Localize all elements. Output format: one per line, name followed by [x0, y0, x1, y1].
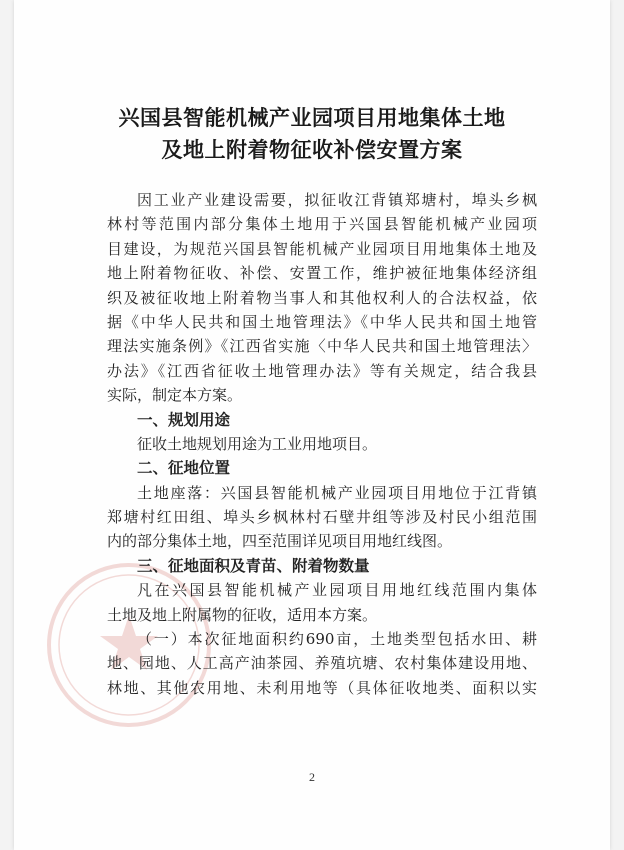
paragraph-line: 土地及地上附属物的征收，适用本方案。: [107, 605, 378, 624]
paragraph-line: 因工业产业建设需要，拟征收江背镇郑塘村，埠头乡枫: [137, 191, 537, 209]
paragraph-line: 织及被征收地上附着物当事人和其他权利人的合法权益，依: [107, 288, 537, 307]
title-line-2: 及地上附着物征收补偿安置方案: [161, 137, 463, 162]
paragraph-line: 地上附着物征收、补偿、安置工作，维护被征地集体经济组: [107, 264, 537, 283]
section-heading-area-quantity: 三、征地面积及青苗、附着物数量: [137, 556, 370, 575]
paragraph-line: 理法实施条例》《江西省实施〈中华人民共和国土地管理法〉: [107, 337, 537, 356]
paragraph-line: 内的部分集体土地，四至范围详见项目用地红线图。: [107, 532, 453, 551]
paragraph-line: 征收土地规划用途为工业用地项目。: [137, 434, 378, 453]
paragraph-line: 实际，制定本方案。: [107, 386, 243, 405]
paragraph-line: 林地、其他农用地、未利用地等（具体征收地类、面积以实: [107, 678, 537, 697]
paragraph-line: （一）本次征地面积约690亩，土地类型包括水田、耕: [137, 630, 537, 649]
title-line-1: 兴国县智能机械产业园项目用地集体土地: [118, 105, 506, 130]
paragraph-line: 郑塘村红田组、埠头乡枫林村石壁井组等涉及村民小组范围: [107, 508, 537, 527]
page-number: 2: [309, 770, 315, 784]
paragraph-line: 地、园地、人工高产油茶园、养殖坑塘、农村集体建设用地、: [107, 654, 537, 673]
paragraph-line: 土地座落：兴国县智能机械产业园项目用地位于江背镇: [137, 483, 537, 502]
paragraph-line: 目建设，为规范兴国县智能机械产业园项目用地集体土地及: [107, 239, 537, 258]
paragraph-line: 办法》《江西省征收土地管理办法》等有关规定，结合我县: [107, 361, 537, 380]
document-body: [107, 188, 537, 700]
section-heading-planning-use: 一、规划用途: [137, 410, 231, 429]
paragraph-line: 林村等范围内部分集体土地用于兴国县智能机械产业园项: [107, 215, 537, 234]
paragraph-line: 据《中华人民共和国土地管理法》《中华人民共和国土地管: [107, 312, 537, 331]
section-heading-location: 二、征地位置: [137, 459, 231, 478]
document-page: [14, 0, 610, 850]
paragraph-line: 凡在兴国县智能机械产业园项目用地红线范围内集体: [137, 581, 537, 600]
